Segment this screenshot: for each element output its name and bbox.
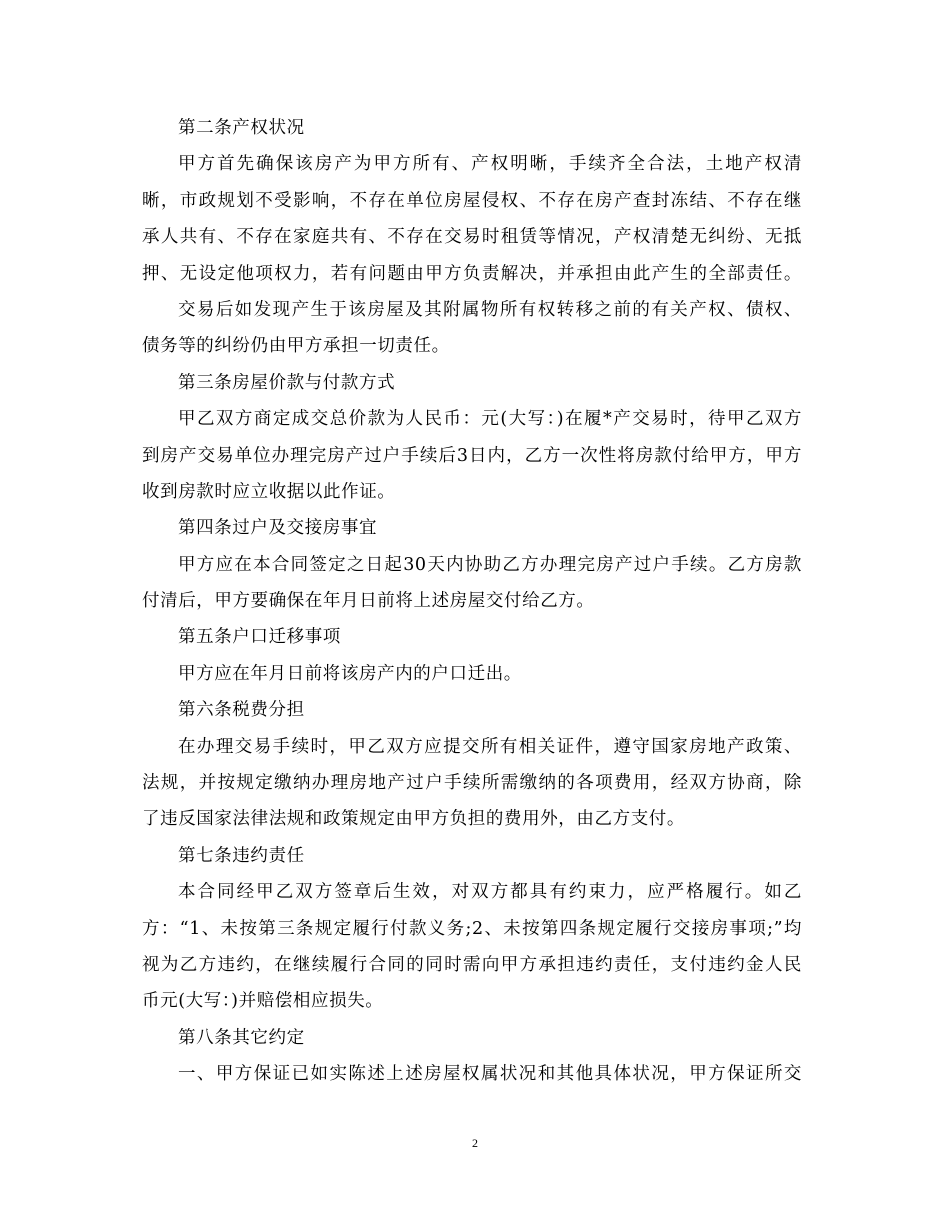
text-line: 付清后，甲方要确保在年月日前将上述房屋交付给乙方。 — [142, 591, 595, 612]
section-heading: 第四条过户及交接房事宜 — [178, 518, 378, 539]
text-line: 晰，市政规划不受影响，不存在单位房屋侵权、不存在房产查封冻结、不存在继 — [142, 190, 802, 211]
section-heading: 第五条户口迁移事项 — [178, 627, 341, 648]
text-line: 法规，并按规定缴纳办理房地产过户手续所需缴纳的各项费用，经双方协商，除 — [142, 773, 802, 794]
section-heading: 第七条违约责任 — [178, 845, 305, 866]
text-line: 甲方应在年月日前将该房产内的户口迁出。 — [178, 663, 522, 684]
text-line: 交易后如发现产生于该房屋及其附属物所有权转移之前的有关产权、债权、 — [178, 299, 802, 320]
text-line: 一、甲方保证已如实陈述上述房屋权属状况和其他具体状况，甲方保证所交 — [178, 1064, 802, 1085]
text-line: 债务等的纠纷仍由甲方承担一切责任。 — [142, 336, 450, 357]
section-heading: 第二条产权状况 — [178, 118, 305, 138]
section-heading: 第八条其它约定 — [178, 1027, 305, 1048]
text-line: 币元(大写：)并赔偿相应损失。 — [142, 991, 384, 1012]
section-heading: 第三条房屋价款与付款方式 — [178, 372, 396, 393]
text-line: 甲方首先确保该房产为甲方所有、产权明晰，手续齐全合法，土地产权清 — [178, 154, 802, 175]
text-line: 甲方应在本合同签定之日起30天内协助乙方办理完房产过户手续。乙方房款 — [178, 554, 802, 575]
section-heading: 第六条税费分担 — [178, 700, 305, 721]
text-line: 视为乙方违约，在继续履行合同的同时需向甲方承担违约责任，支付违约金人民 — [142, 954, 802, 975]
document-body — [142, 110, 802, 1093]
text-line: 在办理交易手续时，甲乙双方应提交所有相关证件，遵守国家房地产政策、 — [178, 736, 802, 757]
text-line: 收到房款时应立收据以此作证。 — [142, 481, 396, 502]
text-line: 本合同经甲乙双方签章后生效，对双方都具有约束力，应严格履行。如乙 — [178, 882, 802, 903]
text-line: 到房产交易单位办理完房产过户手续后3日内，乙方一次性将房款付给甲方，甲方 — [142, 445, 802, 466]
text-line: 方：“1、未按第三条规定履行付款义务;2、未按第四条规定履行交接房事项;”均 — [142, 918, 802, 939]
text-line: 了违反国家法律法规和政策规定由甲方负担的费用外，由乙方支付。 — [142, 809, 685, 830]
text-line: 押、无设定他项权力，若有问题由甲方负责解决，并承担由此产生的全部责任。 — [142, 263, 802, 284]
text-line: 承人共有、不存在家庭共有、不存在交易时租赁等情况，产权清楚无纠纷、无抵 — [142, 227, 802, 248]
page-number: 2 — [472, 1136, 478, 1150]
text-line: 甲乙双方商定成交总价款为人民币：元(大写：)在履*产交易时，待甲乙双方 — [178, 409, 802, 430]
